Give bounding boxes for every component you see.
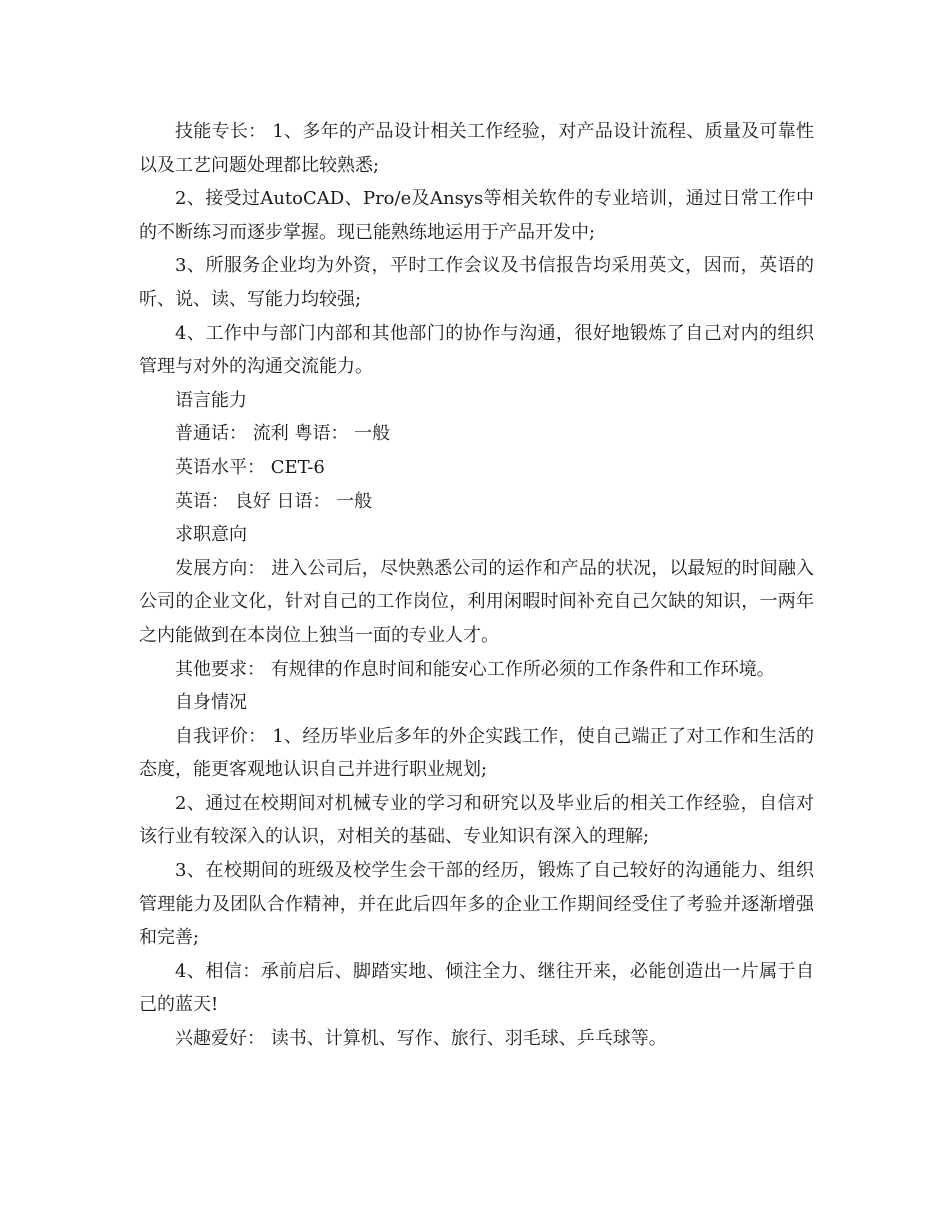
development-direction-paragraph: 发展方向： 进入公司后，尽快熟悉公司的运作和产品的状况，以最短的时间融入公司的企业文化，针对自己的工作岗位，利用闲暇时间补充自己欠缺的知识，一两年之内能做到在本岗位上独当一面的专业人才。: [139, 557, 814, 646]
skills-paragraph-2: 2、接受过AutoCAD、Pro/e及Ansys等相关软件的专业培训，通过日常工作中的不断练习而逐步掌握。现已能熟练地运用于产品开发中;: [139, 188, 814, 243]
skills-paragraph-4: 4、工作中与部门内部和其他部门的协作与沟通，很好地锻炼了自己对内的组织管理与对外的沟通交流能力。: [139, 322, 814, 378]
hobbies-paragraph: 兴趣爱好： 读书、计算机、写作、旅行、羽毛球、乒乓球等。: [175, 1028, 667, 1050]
skills-paragraph-1: 技能专长： 1、多年的产品设计相关工作经验，对产品设计流程、质量及可靠性以及工艺问题处理都比较熟悉;: [139, 121, 814, 176]
self-evaluation-paragraph-3: 3、在校期间的班级及校学生会干部的经历，锻炼了自己较好的沟通能力、组织管理能力及团队合作精神，并在此后四年多的企业工作期间经受住了考验并逐渐增强和完善;: [139, 860, 814, 949]
section-heading-language: 语言能力: [175, 389, 247, 411]
self-evaluation-paragraph-2: 2、通过在校期间对机械专业的学习和研究以及毕业后的相关工作经验，自信对该行业有较深入的认识，对相关的基础、专业知识有深入的理解;: [139, 792, 814, 848]
self-evaluation-paragraph-1: 自我评价： 1、经历毕业后多年的外企实践工作，使自己端正了对工作和生活的态度，能更客观地认识自己并进行职业规划;: [139, 725, 814, 781]
self-evaluation-paragraph-4: 4、相信：承前启后、脚踏实地、倾注全力、继往开来，必能创造出一片属于自己的蓝天!: [139, 960, 814, 1016]
section-heading-personal: 自身情况: [175, 692, 247, 714]
section-heading-job-intention: 求职意向: [175, 524, 247, 546]
language-line-mandarin-cantonese: 普通话： 流利 粤语： 一般: [175, 423, 391, 445]
document-body: [139, 115, 814, 1056]
language-line-english-japanese: 英语： 良好 日语： 一般: [175, 490, 373, 512]
language-line-english-level: 英语水平： CET-6: [175, 456, 325, 478]
skills-paragraph-3: 3、所服务企业均为外资，平时工作会议及书信报告均采用英文，因而，英语的听、说、读、写能力均较强;: [139, 255, 814, 310]
other-requirements-paragraph: 其他要求： 有规律的作息时间和能安心工作所必须的工作条件和工作环境。: [175, 658, 775, 680]
